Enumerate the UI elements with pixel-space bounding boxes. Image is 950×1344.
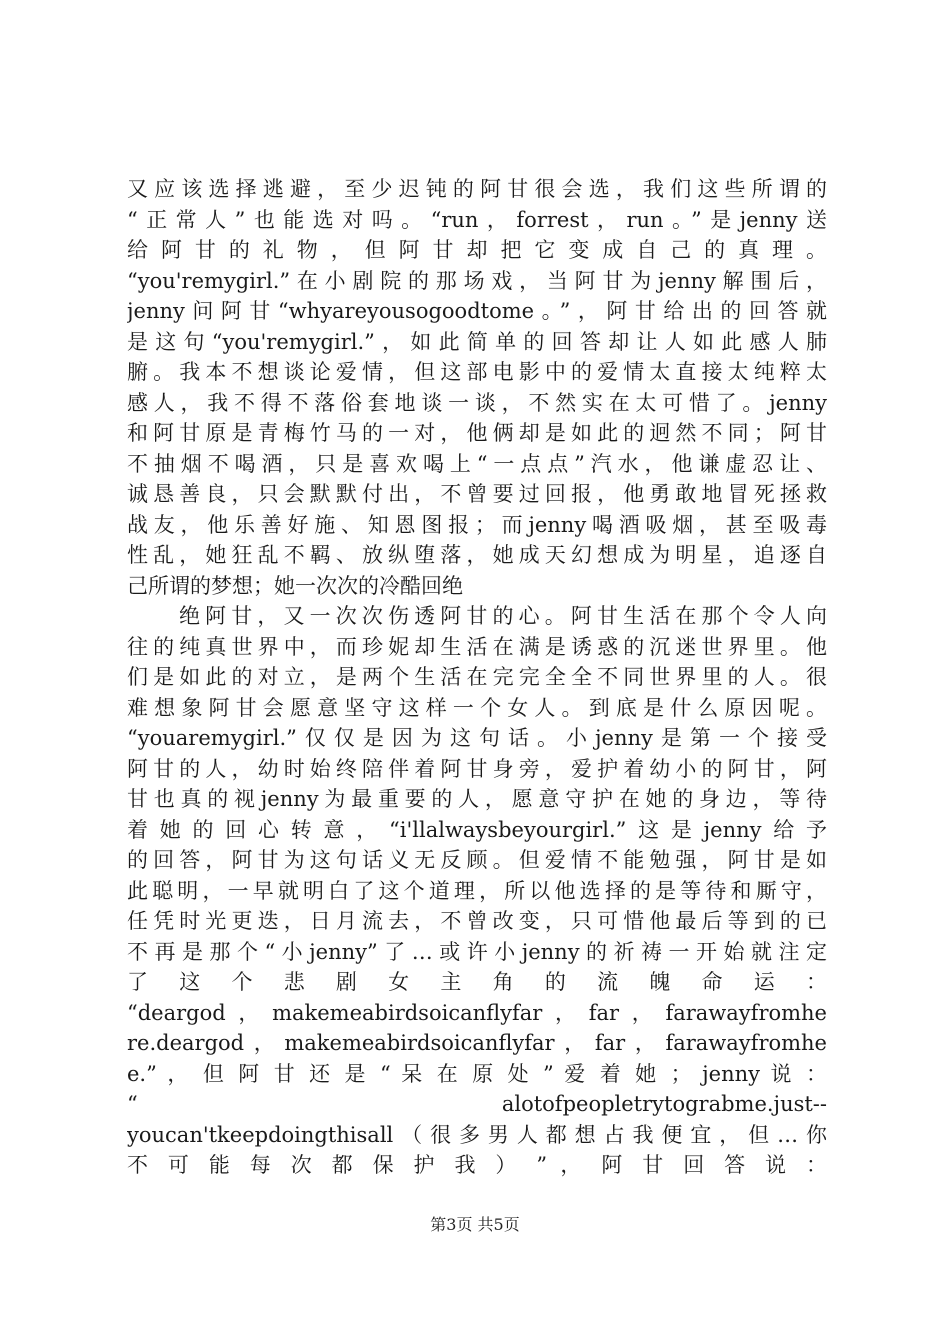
text-line: 感人，我不得不落俗套地谈一谈，不然实在太可惜了。jenny (127, 390, 827, 415)
text-line: 和阿甘原是青梅竹马的一对，他俩却是如此的迥然不同；阿甘 (127, 421, 827, 445)
text-line: “正常人”也能选对吗。“run，forrest，run。”是jenny送 (127, 207, 827, 232)
text-line: 们是如此的对立，是两个生活在完完全全不同世界里的人。很 (127, 665, 827, 689)
text-line: 了 这 个 悲 剧 女 主 角 的 流 魄 命 运 ： (127, 970, 827, 994)
text-line: 难想象阿甘会愿意坚守这样一个女人。到底是什么原因呢。 (127, 695, 827, 720)
text-line: re.deargod，makemeabirdsoicanflyfar，far，farawayfromhe (127, 1031, 827, 1055)
text-line: 不抽烟不喝酒，只是喜欢喝上“一点点”汽水，他谦虚忍让、 (127, 451, 827, 476)
text-line: jenny问阿甘“whyareyousogoodtome。”，阿甘给出的回答就 (127, 299, 827, 323)
text-line: “you'remygirl.”在小剧院的那场戏，当阿甘为jenny解围后， (127, 268, 827, 293)
text-line: 着她的回心转意，“i'llalwaysbeyourgirl.”这是jenny给予 (127, 817, 827, 842)
text-line: 腑。我本不想谈论爱情，但这部电影中的爱情太直接太纯粹太 (127, 360, 827, 384)
text-line: 不再是那个“小jenny”了…或许小jenny的祈祷一开始就注定 (127, 939, 827, 964)
text-line: 战友，他乐善好施、知恩图报；而jenny喝酒吸烟，甚至吸毒 (127, 512, 827, 537)
text-line: 是这句“you'remygirl.”，如此简单的回答却让人如此感人肺 (127, 329, 827, 354)
text-line: “ alotofpeopletrytograbme.just-- (127, 1092, 827, 1116)
text-line: “youaremygirl.”仅仅是因为这句话。小jenny是第一个接受 (127, 726, 827, 750)
document-body (127, 174, 827, 1181)
text-line: 给 阿 甘 的 礼 物 ， 但 阿 甘 却 把 它 变 成 自 己 的 真 理 。 (127, 238, 827, 262)
text-line: 己所谓的梦想；她一次次的冷酷回绝 (127, 573, 463, 598)
text-line: 诚恳善良，只会默默付出，不曾要过回报，他勇敢地冒死拯救 (127, 482, 827, 506)
text-line: e.” ， 但 阿 甘 还 是 “ 呆 在 原 处 ” 爱 着 她 ； jenny 说 ： (127, 1061, 827, 1086)
text-line: youcan'tkeepdoingthisall（很多男人都想占我便宜，但…你 (127, 1122, 827, 1147)
page-number-footer: 第3页 共5页 (430, 1215, 520, 1234)
paragraph-start-line: 绝阿甘，又一次次伤透阿甘的心。阿甘生活在那个令人向 (179, 604, 827, 628)
text-line: 不 可 能 每 次 都 保 护 我 ） ” ， 阿 甘 回 答 说 ： (127, 1153, 827, 1177)
text-line: 的回答，阿甘为这句话义无反顾。但爱情不能勉强，阿甘是如 (127, 848, 827, 872)
text-line: 又应该选择逃避，至少迟钝的阿甘很会选，我们这些所谓的 (127, 177, 827, 201)
text-line: 往的纯真世界中，而珍妮却生活在满是诱惑的沉迷世界里。他 (127, 634, 827, 659)
text-line: 任凭时光更迭，日月流去，不曾改变，只可惜他最后等到的已 (127, 909, 827, 933)
text-line: 阿甘的人，幼时始终陪伴着阿甘身旁，爱护着幼小的阿甘，阿 (127, 756, 827, 781)
text-line: “deargod，makemeabirdsoicanflyfar，far，farawayfromhe (127, 1000, 827, 1025)
text-line: 此聪明，一早就明白了这个道理，所以他选择的是等待和厮守， (127, 878, 827, 903)
text-line: 性乱，她狂乱不羁、放纵堕落，她成天幻想成为明星，追逐自 (127, 543, 827, 567)
text-line: 甘也真的视jenny为最重要的人，愿意守护在她的身边，等待 (127, 787, 827, 811)
